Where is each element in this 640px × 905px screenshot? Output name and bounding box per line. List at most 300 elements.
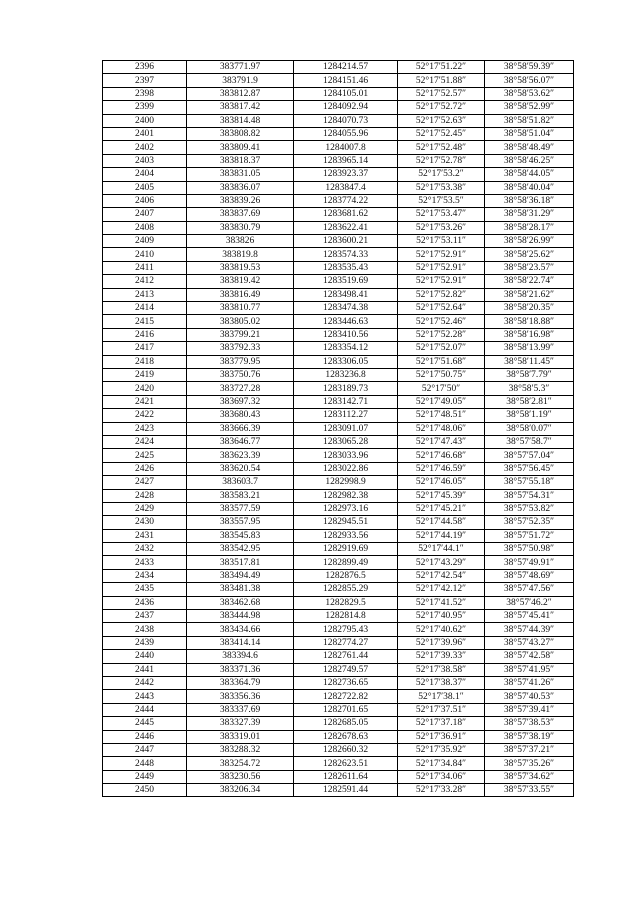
longitude-cell: 38°58′36.18″: [485, 194, 574, 207]
y-coordinate-cell: 1283923.37: [294, 168, 398, 181]
longitude-cell: 38°57′57.04″: [485, 449, 574, 462]
x-coordinate-cell: 383680.43: [187, 409, 294, 422]
y-coordinate-cell: 1283112.27: [294, 409, 398, 422]
latitude-cell: 52°17′46.05″: [398, 476, 485, 489]
y-coordinate-cell: 1283574.33: [294, 248, 398, 261]
x-coordinate-cell: 383697.32: [187, 395, 294, 408]
point-number-cell: 2407: [103, 208, 187, 221]
x-coordinate-cell: 383808.82: [187, 127, 294, 140]
y-coordinate-cell: 1283022.86: [294, 462, 398, 475]
table-row: [103, 663, 574, 676]
table-row: [103, 235, 574, 248]
longitude-cell: 38°57′40.53″: [485, 690, 574, 703]
latitude-cell: 52°17′51.22″: [398, 61, 485, 74]
x-coordinate-cell: 383810.77: [187, 302, 294, 315]
latitude-cell: 52°17′52.72″: [398, 101, 485, 114]
table-row: [103, 717, 574, 730]
y-coordinate-cell: 1282933.56: [294, 529, 398, 542]
table-row: [103, 489, 574, 502]
latitude-cell: 52°17′50″: [398, 382, 485, 395]
y-coordinate-cell: 1283519.69: [294, 275, 398, 288]
longitude-cell: 38°57′45.41″: [485, 610, 574, 623]
point-number-cell: 2402: [103, 141, 187, 154]
longitude-cell: 38°58′53.62″: [485, 87, 574, 100]
point-number-cell: 2436: [103, 596, 187, 609]
x-coordinate-cell: 383836.07: [187, 181, 294, 194]
table-row: [103, 181, 574, 194]
longitude-cell: 38°57′41.26″: [485, 676, 574, 689]
x-coordinate-cell: 383494.49: [187, 569, 294, 582]
longitude-cell: 38°57′34.62″: [485, 770, 574, 783]
point-number-cell: 2418: [103, 355, 187, 368]
point-number-cell: 2411: [103, 261, 187, 274]
table-row: [103, 610, 574, 623]
y-coordinate-cell: 1282761.44: [294, 650, 398, 663]
x-coordinate-cell: 383816.49: [187, 288, 294, 301]
point-number-cell: 2426: [103, 462, 187, 475]
latitude-cell: 52°17′36.91″: [398, 730, 485, 743]
table-row: [103, 422, 574, 435]
longitude-cell: 38°57′41.95″: [485, 663, 574, 676]
x-coordinate-cell: 383771.97: [187, 61, 294, 74]
longitude-cell: 38°57′53.82″: [485, 502, 574, 515]
longitude-cell: 38°57′48.69″: [485, 569, 574, 582]
y-coordinate-cell: 1282795.43: [294, 623, 398, 636]
latitude-cell: 52°17′38.58″: [398, 663, 485, 676]
latitude-cell: 52°17′45.21″: [398, 502, 485, 515]
coordinates-table-body: [103, 61, 574, 797]
y-coordinate-cell: 1283847.4: [294, 181, 398, 194]
table-row: [103, 449, 574, 462]
y-coordinate-cell: 1282982.38: [294, 489, 398, 502]
latitude-cell: 52°17′43.29″: [398, 556, 485, 569]
x-coordinate-cell: 383356.36: [187, 690, 294, 703]
table-row: [103, 516, 574, 529]
x-coordinate-cell: 383577.59: [187, 502, 294, 515]
x-coordinate-cell: 383481.38: [187, 583, 294, 596]
latitude-cell: 52°17′40.62″: [398, 623, 485, 636]
y-coordinate-cell: 1284070.73: [294, 114, 398, 127]
table-row: [103, 703, 574, 716]
latitude-cell: 52°17′52.48″: [398, 141, 485, 154]
table-row: [103, 650, 574, 663]
y-coordinate-cell: 1283189.73: [294, 382, 398, 395]
point-number-cell: 2399: [103, 101, 187, 114]
point-number-cell: 2440: [103, 650, 187, 663]
longitude-cell: 38°58′26.99″: [485, 235, 574, 248]
table-row: [103, 730, 574, 743]
point-number-cell: 2405: [103, 181, 187, 194]
x-coordinate-cell: 383727.28: [187, 382, 294, 395]
x-coordinate-cell: 383620.54: [187, 462, 294, 475]
longitude-cell: 38°57′56.45″: [485, 462, 574, 475]
point-number-cell: 2406: [103, 194, 187, 207]
latitude-cell: 52°17′53.11″: [398, 235, 485, 248]
latitude-cell: 52°17′49.05″: [398, 395, 485, 408]
y-coordinate-cell: 1283681.62: [294, 208, 398, 221]
y-coordinate-cell: 1284105.01: [294, 87, 398, 100]
latitude-cell: 52°17′52.46″: [398, 315, 485, 328]
point-number-cell: 2441: [103, 663, 187, 676]
latitude-cell: 52°17′41.52″: [398, 596, 485, 609]
table-row: [103, 502, 574, 515]
point-number-cell: 2445: [103, 717, 187, 730]
table-row: [103, 596, 574, 609]
table-row: [103, 154, 574, 167]
x-coordinate-cell: 383839.26: [187, 194, 294, 207]
latitude-cell: 52°17′52.78″: [398, 154, 485, 167]
point-number-cell: 2409: [103, 235, 187, 248]
latitude-cell: 52°17′45.39″: [398, 489, 485, 502]
longitude-cell: 38°57′39.41″: [485, 703, 574, 716]
latitude-cell: 52°17′35.92″: [398, 743, 485, 756]
point-number-cell: 2412: [103, 275, 187, 288]
table-row: [103, 784, 574, 797]
point-number-cell: 2448: [103, 757, 187, 770]
latitude-cell: 52°17′52.91″: [398, 275, 485, 288]
x-coordinate-cell: 383327.39: [187, 717, 294, 730]
point-number-cell: 2413: [103, 288, 187, 301]
y-coordinate-cell: 1283065.28: [294, 435, 398, 448]
latitude-cell: 52°17′44.19″: [398, 529, 485, 542]
latitude-cell: 52°17′53.47″: [398, 208, 485, 221]
table-row: [103, 208, 574, 221]
point-number-cell: 2442: [103, 676, 187, 689]
y-coordinate-cell: 1282736.65: [294, 676, 398, 689]
y-coordinate-cell: 1282829.5: [294, 596, 398, 609]
point-number-cell: 2432: [103, 543, 187, 556]
x-coordinate-cell: 383557.95: [187, 516, 294, 529]
latitude-cell: 52°17′33.28″: [398, 784, 485, 797]
latitude-cell: 52°17′42.12″: [398, 583, 485, 596]
table-row: [103, 101, 574, 114]
table-row: [103, 302, 574, 315]
table-row: [103, 328, 574, 341]
point-number-cell: 2424: [103, 435, 187, 448]
x-coordinate-cell: 383371.36: [187, 663, 294, 676]
x-coordinate-cell: 383792.33: [187, 342, 294, 355]
table-row: [103, 315, 574, 328]
table-row: [103, 409, 574, 422]
point-number-cell: 2443: [103, 690, 187, 703]
table-row: [103, 248, 574, 261]
y-coordinate-cell: 1283410.56: [294, 328, 398, 341]
point-number-cell: 2421: [103, 395, 187, 408]
longitude-cell: 38°57′35.26″: [485, 757, 574, 770]
longitude-cell: 38°58′51.04″: [485, 127, 574, 140]
x-coordinate-cell: 383444.98: [187, 610, 294, 623]
y-coordinate-cell: 1283535.43: [294, 261, 398, 274]
x-coordinate-cell: 383583.21: [187, 489, 294, 502]
point-number-cell: 2446: [103, 730, 187, 743]
table-row: [103, 569, 574, 582]
x-coordinate-cell: 383337.69: [187, 703, 294, 716]
x-coordinate-cell: 383545.83: [187, 529, 294, 542]
longitude-cell: 38°57′33.55″: [485, 784, 574, 797]
table-row: [103, 74, 574, 87]
x-coordinate-cell: 383434.66: [187, 623, 294, 636]
coordinates-table: [102, 60, 574, 797]
point-number-cell: 2429: [103, 502, 187, 515]
point-number-cell: 2423: [103, 422, 187, 435]
y-coordinate-cell: 1282945.51: [294, 516, 398, 529]
y-coordinate-cell: 1284055.96: [294, 127, 398, 140]
table-row: [103, 476, 574, 489]
longitude-cell: 38°57′44.39″: [485, 623, 574, 636]
longitude-cell: 38°58′46.25″: [485, 154, 574, 167]
point-number-cell: 2416: [103, 328, 187, 341]
table-row: [103, 87, 574, 100]
latitude-cell: 52°17′48.06″: [398, 422, 485, 435]
y-coordinate-cell: 1282623.51: [294, 757, 398, 770]
point-number-cell: 2433: [103, 556, 187, 569]
point-number-cell: 2417: [103, 342, 187, 355]
longitude-cell: 38°57′51.72″: [485, 529, 574, 542]
longitude-cell: 38°58′1.19″: [485, 409, 574, 422]
y-coordinate-cell: 1284151.46: [294, 74, 398, 87]
longitude-cell: 38°58′51.82″: [485, 114, 574, 127]
latitude-cell: 52°17′52.64″: [398, 302, 485, 315]
latitude-cell: 52°17′39.96″: [398, 636, 485, 649]
latitude-cell: 52°17′51.88″: [398, 74, 485, 87]
y-coordinate-cell: 1282722.82: [294, 690, 398, 703]
x-coordinate-cell: 383799.21: [187, 328, 294, 341]
y-coordinate-cell: 1282998.9: [294, 476, 398, 489]
y-coordinate-cell: 1282855.29: [294, 583, 398, 596]
longitude-cell: 38°58′21.62″: [485, 288, 574, 301]
table-row: [103, 61, 574, 74]
longitude-cell: 38°58′40.04″: [485, 181, 574, 194]
point-number-cell: 2398: [103, 87, 187, 100]
x-coordinate-cell: 383779.95: [187, 355, 294, 368]
y-coordinate-cell: 1283474.38: [294, 302, 398, 315]
latitude-cell: 52°17′52.07″: [398, 342, 485, 355]
point-number-cell: 2414: [103, 302, 187, 315]
point-number-cell: 2447: [103, 743, 187, 756]
table-row: [103, 770, 574, 783]
latitude-cell: 52°17′53.2″: [398, 168, 485, 181]
y-coordinate-cell: 1283354.12: [294, 342, 398, 355]
point-number-cell: 2444: [103, 703, 187, 716]
longitude-cell: 38°58′5.3″: [485, 382, 574, 395]
point-number-cell: 2419: [103, 368, 187, 381]
latitude-cell: 52°17′44.1″: [398, 543, 485, 556]
y-coordinate-cell: 1282685.05: [294, 717, 398, 730]
table-row: [103, 261, 574, 274]
x-coordinate-cell: 383414.14: [187, 636, 294, 649]
longitude-cell: 38°57′58.7″: [485, 435, 574, 448]
table-row: [103, 543, 574, 556]
latitude-cell: 52°17′34.06″: [398, 770, 485, 783]
y-coordinate-cell: 1282899.49: [294, 556, 398, 569]
longitude-cell: 38°58′16.98″: [485, 328, 574, 341]
y-coordinate-cell: 1283774.22: [294, 194, 398, 207]
point-number-cell: 2438: [103, 623, 187, 636]
x-coordinate-cell: 383666.39: [187, 422, 294, 435]
x-coordinate-cell: 383623.39: [187, 449, 294, 462]
x-coordinate-cell: 383819.8: [187, 248, 294, 261]
latitude-cell: 52°17′52.28″: [398, 328, 485, 341]
point-number-cell: 2420: [103, 382, 187, 395]
longitude-cell: 38°57′49.91″: [485, 556, 574, 569]
x-coordinate-cell: 383819.53: [187, 261, 294, 274]
longitude-cell: 38°58′23.57″: [485, 261, 574, 274]
x-coordinate-cell: 383819.42: [187, 275, 294, 288]
x-coordinate-cell: 383206.34: [187, 784, 294, 797]
longitude-cell: 38°57′47.56″: [485, 583, 574, 596]
x-coordinate-cell: 383831.05: [187, 168, 294, 181]
point-number-cell: 2434: [103, 569, 187, 582]
table-row: [103, 194, 574, 207]
table-row: [103, 141, 574, 154]
y-coordinate-cell: 1283600.21: [294, 235, 398, 248]
longitude-cell: 38°57′50.98″: [485, 543, 574, 556]
table-row: [103, 382, 574, 395]
x-coordinate-cell: 383818.37: [187, 154, 294, 167]
x-coordinate-cell: 383542.95: [187, 543, 294, 556]
y-coordinate-cell: 1283306.05: [294, 355, 398, 368]
longitude-cell: 38°58′25.62″: [485, 248, 574, 261]
x-coordinate-cell: 383288.32: [187, 743, 294, 756]
longitude-cell: 38°57′38.53″: [485, 717, 574, 730]
latitude-cell: 52°17′40.95″: [398, 610, 485, 623]
table-row: [103, 368, 574, 381]
y-coordinate-cell: 1282611.64: [294, 770, 398, 783]
latitude-cell: 52°17′39.33″: [398, 650, 485, 663]
x-coordinate-cell: 383517.81: [187, 556, 294, 569]
latitude-cell: 52°17′46.59″: [398, 462, 485, 475]
longitude-cell: 38°58′2.81″: [485, 395, 574, 408]
x-coordinate-cell: 383791.9: [187, 74, 294, 87]
point-number-cell: 2422: [103, 409, 187, 422]
point-number-cell: 2396: [103, 61, 187, 74]
x-coordinate-cell: 383394.6: [187, 650, 294, 663]
longitude-cell: 38°58′18.88″: [485, 315, 574, 328]
table-row: [103, 342, 574, 355]
x-coordinate-cell: 383254.72: [187, 757, 294, 770]
table-row: [103, 275, 574, 288]
longitude-cell: 38°58′59.39″: [485, 61, 574, 74]
latitude-cell: 52°17′38.37″: [398, 676, 485, 689]
x-coordinate-cell: 383462.68: [187, 596, 294, 609]
table-row: [103, 355, 574, 368]
longitude-cell: 38°57′43.27″: [485, 636, 574, 649]
point-number-cell: 2428: [103, 489, 187, 502]
latitude-cell: 52°17′52.91″: [398, 248, 485, 261]
table-row: [103, 435, 574, 448]
x-coordinate-cell: 383817.42: [187, 101, 294, 114]
latitude-cell: 52°17′53.38″: [398, 181, 485, 194]
point-number-cell: 2410: [103, 248, 187, 261]
table-row: [103, 288, 574, 301]
x-coordinate-cell: 383319.01: [187, 730, 294, 743]
longitude-cell: 38°57′55.18″: [485, 476, 574, 489]
x-coordinate-cell: 383809.41: [187, 141, 294, 154]
latitude-cell: 52°17′46.68″: [398, 449, 485, 462]
y-coordinate-cell: 1282876.5: [294, 569, 398, 582]
table-row: [103, 127, 574, 140]
longitude-cell: 38°58′20.35″: [485, 302, 574, 315]
x-coordinate-cell: 383812.87: [187, 87, 294, 100]
longitude-cell: 38°57′54.31″: [485, 489, 574, 502]
table-row: [103, 757, 574, 770]
y-coordinate-cell: 1283033.96: [294, 449, 398, 462]
x-coordinate-cell: 383750.76: [187, 368, 294, 381]
table-row: [103, 395, 574, 408]
y-coordinate-cell: 1284214.57: [294, 61, 398, 74]
point-number-cell: 2435: [103, 583, 187, 596]
longitude-cell: 38°58′28.17″: [485, 221, 574, 234]
y-coordinate-cell: 1283142.71: [294, 395, 398, 408]
x-coordinate-cell: 383837.69: [187, 208, 294, 221]
longitude-cell: 38°58′56.07″: [485, 74, 574, 87]
latitude-cell: 52°17′44.58″: [398, 516, 485, 529]
table-row: [103, 743, 574, 756]
latitude-cell: 52°17′38.1″: [398, 690, 485, 703]
point-number-cell: 2450: [103, 784, 187, 797]
y-coordinate-cell: 1282919.69: [294, 543, 398, 556]
x-coordinate-cell: 383830.79: [187, 221, 294, 234]
y-coordinate-cell: 1283498.41: [294, 288, 398, 301]
latitude-cell: 52°17′51.68″: [398, 355, 485, 368]
latitude-cell: 52°17′53.26″: [398, 221, 485, 234]
table-row: [103, 168, 574, 181]
longitude-cell: 38°58′0.07″: [485, 422, 574, 435]
longitude-cell: 38°57′42.58″: [485, 650, 574, 663]
table-row: [103, 462, 574, 475]
longitude-cell: 38°58′11.45″: [485, 355, 574, 368]
y-coordinate-cell: 1284007.8: [294, 141, 398, 154]
table-row: [103, 583, 574, 596]
y-coordinate-cell: 1282749.57: [294, 663, 398, 676]
latitude-cell: 52°17′52.45″: [398, 127, 485, 140]
point-number-cell: 2439: [103, 636, 187, 649]
latitude-cell: 52°17′47.43″: [398, 435, 485, 448]
point-number-cell: 2403: [103, 154, 187, 167]
point-number-cell: 2431: [103, 529, 187, 542]
y-coordinate-cell: 1284092.94: [294, 101, 398, 114]
y-coordinate-cell: 1282701.65: [294, 703, 398, 716]
longitude-cell: 38°58′52.99″: [485, 101, 574, 114]
y-coordinate-cell: 1283091.07: [294, 422, 398, 435]
y-coordinate-cell: 1282973.16: [294, 502, 398, 515]
table-row: [103, 221, 574, 234]
x-coordinate-cell: 383364.79: [187, 676, 294, 689]
latitude-cell: 52°17′42.54″: [398, 569, 485, 582]
point-number-cell: 2408: [103, 221, 187, 234]
longitude-cell: 38°58′44.05″: [485, 168, 574, 181]
longitude-cell: 38°58′48.49″: [485, 141, 574, 154]
y-coordinate-cell: 1283622.41: [294, 221, 398, 234]
point-number-cell: 2430: [103, 516, 187, 529]
table-row: [103, 529, 574, 542]
point-number-cell: 2404: [103, 168, 187, 181]
y-coordinate-cell: 1283446.63: [294, 315, 398, 328]
longitude-cell: 38°57′38.19″: [485, 730, 574, 743]
x-coordinate-cell: 383805.02: [187, 315, 294, 328]
table-row: [103, 690, 574, 703]
latitude-cell: 52°17′34.84″: [398, 757, 485, 770]
table-row: [103, 636, 574, 649]
point-number-cell: 2427: [103, 476, 187, 489]
longitude-cell: 38°58′31.29″: [485, 208, 574, 221]
y-coordinate-cell: 1282660.32: [294, 743, 398, 756]
point-number-cell: 2400: [103, 114, 187, 127]
point-number-cell: 2415: [103, 315, 187, 328]
latitude-cell: 52°17′37.51″: [398, 703, 485, 716]
point-number-cell: 2401: [103, 127, 187, 140]
y-coordinate-cell: 1283965.14: [294, 154, 398, 167]
